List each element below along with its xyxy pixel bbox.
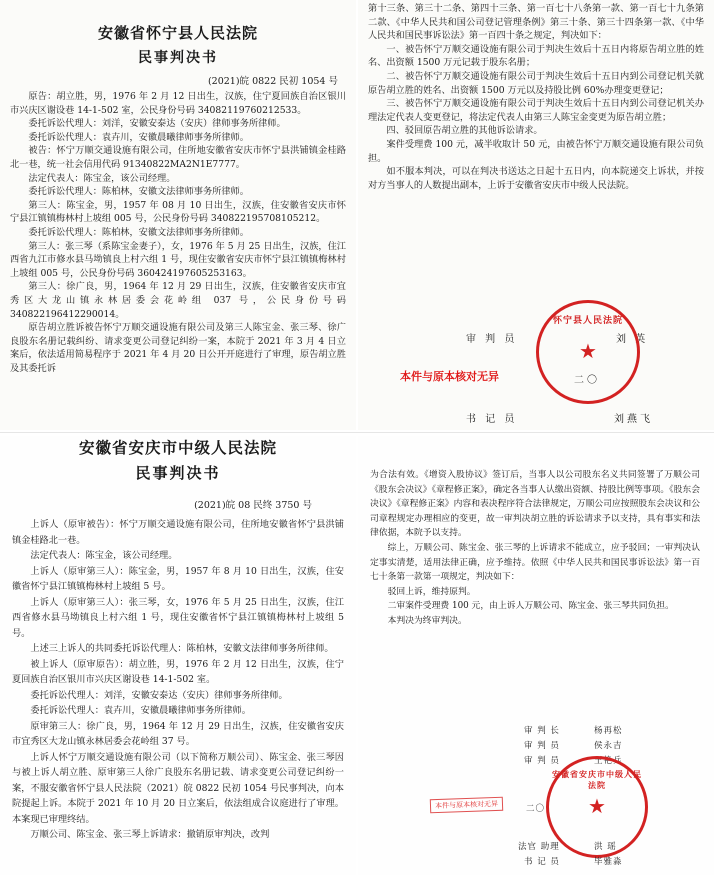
- paragraph: 上述三上诉人的共同委托诉讼代理人：陈柏林，安徽文法律师事务所律师。: [30, 643, 334, 654]
- paragraph: 上诉人（原审被告）：怀宁万顺交通设施有限公司，住所地安徽省怀宁县洪铺镇金桂路北一巷。: [12, 519, 344, 546]
- paragraph: 本判决为终审判决。: [387, 615, 467, 626]
- judge-name: 王艳兵: [594, 756, 623, 766]
- judgment-body: [0, 517, 356, 843]
- paragraph: 法定代表人：陈宝金，该公司经理。: [30, 550, 178, 561]
- court-name: 安徽省安庆市中级人民法院: [78, 438, 277, 457]
- judge-role: 审 判 员: [524, 741, 560, 751]
- paragraph: 四、驳回原告胡立胜的其他诉讼请求。: [386, 125, 543, 137]
- paragraph: 原告胡立胜诉被告怀宁万顺交通设施有限公司及第三人陈宝金、张三琴、徐广良股东名册记载纠纷、请求变更公司登记纠纷一案，本院于 2021 年 3 月 4 日立案后，依法适用简易程序于 2021 年 4 月 20 日公开开庭进行了审理，原告胡立胜及其委托诉: [10, 322, 346, 374]
- paragraph: 第三人：徐广良，男，1964 年 12 月 29 日出生，汉族，住安徽省安庆市宜秀区大龙山镇永林居委会花岭组 037 号，公民身份号码 340822196412290014。: [10, 281, 346, 320]
- seal-text: 怀宁县人民法院: [552, 316, 623, 326]
- court-seal: [536, 300, 640, 404]
- seal-text: 安徽省安庆市中级人民法院: [552, 769, 642, 790]
- paragraph: 上诉人（原审第三人）：张三琴，女，1976 年 5 月 25 日出生，汉族，住江西省修水县马坳镇良上村六组 1 号，现住安徽省怀宁县江镇镇梅林村上坡组 5 号。: [12, 596, 344, 639]
- judge-role: 审 判 员: [466, 334, 518, 345]
- star-icon: ★: [579, 339, 597, 363]
- judgment-body: [358, 0, 714, 192]
- judgment-page-4: [358, 436, 714, 875]
- paragraph: 委托诉讼代理人：袁卉川，安徽晨曦律师事务所律师。: [28, 131, 249, 143]
- court-name: 安徽省怀宁县人民法院: [97, 24, 258, 42]
- star-icon: ★: [588, 794, 606, 818]
- paragraph: 第三人：陈宝金，男，1957 年 08 月 10 日出生，汉族，住安徽省安庆市怀宁县江镇镇梅林村上坡组 005 号，公民身份号码 340822195708105212。: [10, 199, 346, 225]
- assistant-name: 洪 瑶: [594, 842, 617, 852]
- paragraph: 委托诉讼代理人：刘洋，安徽安泰达（安庆）律师事务所律师。: [30, 689, 288, 701]
- paragraph: 二审案件受理费 100 元，由上诉人万顺公司、陈宝金、张三琴共同负担。: [387, 601, 674, 612]
- page-divider: [0, 432, 714, 433]
- judgment-body: [358, 436, 714, 629]
- assistant-role: 法官 助理: [518, 842, 560, 852]
- case-number: (2021)皖 0822 民初 1054 号: [207, 76, 338, 87]
- verification-stamp: 本件与原本核对无异: [400, 370, 499, 383]
- paragraph: 万顺公司、陈宝金、张三琴上诉请求：撤销原审判决，改判: [30, 829, 270, 840]
- judgment-date: 二〇: [526, 804, 546, 814]
- presiding-judge-role: 审 判 长: [524, 726, 560, 736]
- case-number: (2021)皖 08 民终 3750 号: [194, 500, 312, 511]
- paragraph: 委托诉讼代理人：陈柏林，安徽文法律师事务所律师。: [28, 226, 249, 238]
- paragraph: 一、被告怀宁万顺交通设施有限公司于判决生效后十五日内将原告胡立胜的姓名、出资额 1500 万元记载于股东名册；: [368, 43, 704, 69]
- paragraph: 为合法有效。《增资入股协议》签订后，当事人以公司股东名义共同签署了万顺公司《股东会决议》《章程修正案》，确定各当事人认缴出资额、持股比例等事项。《股东会决议》《章程修正案》内容和表决程序符合法律规定，万顺公司应按照股东会决议和公司章程规定办理相应的变更，故一审判决胡立胜的诉讼请求予以支持，具有事实和法律依据，本院予以支持。: [370, 470, 700, 539]
- paragraph: 第十三条、第三十二条、第四十三条、第一百七十八条第一款、第一百七十九条第二款、《中华人民共和国公司登记管理条例》第三十条、第三十四条第一款、《中华人民共和国民事诉讼法》第一百四十条之规定，判决如下：: [368, 3, 704, 42]
- paragraph: 委托诉讼代理人：刘洋，安徽安泰达（安庆）律师事务所律师。: [28, 118, 286, 130]
- judgment-body: [0, 90, 356, 375]
- verification-stamp: 本件与原本核对无异: [430, 797, 503, 814]
- paragraph: 原审第三人：徐广良，男，1964 年 12 月 29 日出生，汉族，住安徽省安庆市宜秀区大龙山镇永林居委会花岭组 37 号。: [12, 720, 344, 747]
- paragraph: 上诉人怀宁万顺交通设施有限公司（以下简称万顺公司）、陈宝金、张三琴因与被上诉人胡立胜、原审第三人徐广良股东名册记载、请求变更公司登记纠纷一案，不服安徽省怀宁县人民法院（2021）皖 0822 民初 1054 号民事判决，向本院提起上诉。本院于 2021 年 10 月 20 日立案后，依法组成合议庭进行了审理。本案现已审理终结。: [12, 751, 344, 825]
- paragraph: 第三人：张三琴（系陈宝金妻子），女，1976 年 5 月 25 日出生，汉族，住江西省九江市修水县马坳镇良上村六组 1 号，现住安徽省安庆市怀宁县江镇镇梅林村上坡组 005 号，公民身份号码 360424197605253163。: [10, 240, 346, 279]
- paragraph: 法定代表人：陈宝金，该公司经理。: [28, 172, 176, 184]
- clerk-name: 刘燕飞: [614, 414, 653, 425]
- document-type: 民事判决书: [135, 464, 221, 482]
- judge-name: 刘 英: [616, 334, 649, 345]
- paragraph: 如不服本判决，可以在判决书送达之日起十五日内，向本院递交上诉状，并按对方当事人的人数提出副本，上诉于安徽省安庆市中级人民法院。: [368, 166, 704, 191]
- paragraph: 综上，万顺公司、陈宝金、张三琴的上诉请求不能成立，应予驳回；一审判决认定事实清楚，适用法律正确，应予维持。依照《中华人民共和国民事诉讼法》第一百七十条第一款第一项规定，判决如下：: [370, 542, 700, 583]
- paragraph: 被上诉人（原审原告）：胡立胜，男，1976 年 2 月 12 日出生，汉族，住宁夏回族自治区银川市兴庆区谢设巷 14-1-502 室。: [12, 658, 344, 685]
- paragraph: 被告：怀宁万顺交通设施有限公司，住所地安徽省安庆市怀宁县洪铺镇金桂路北一巷，统一社会信用代码 91340822MA2N1E7777。: [10, 145, 346, 170]
- judge-name: 侯永吉: [594, 741, 623, 751]
- document-type: 民事判决书: [138, 50, 218, 66]
- paragraph: 三、被告怀宁万顺交通设施有限公司于判决生效后十五日内到公司登记机关办理法定代表人变更登记，将法定代表人由第三人陈宝金变更为原告胡立胜；: [368, 98, 704, 123]
- presiding-judge-name: 杨再松: [594, 726, 623, 736]
- judgment-page-2: [358, 0, 714, 430]
- paragraph: 委托诉讼代理人：陈柏林，安徽文法律师事务所律师。: [28, 186, 249, 198]
- paragraph: 案件受理费 100 元，减半收取计 50 元，由被告怀宁万顺交通设施有限公司负担。: [368, 138, 704, 164]
- paragraph: 驳回上诉，维持原判。: [387, 586, 476, 597]
- judgment-date: 二〇: [574, 375, 600, 386]
- judgment-page-3: [0, 436, 356, 875]
- clerk-name: 毕雅淼: [594, 857, 623, 867]
- paragraph: 二、被告怀宁万顺交通设施有限公司于判决生效后十五日内到公司登记机关就原告胡立胜的姓名、出资额 1500 万元以及持股比例 60%办理变更登记；: [368, 70, 704, 96]
- judgment-page-1: [0, 0, 356, 430]
- judge-role: 审 判 员: [524, 756, 560, 766]
- clerk-role: 书 记 员: [466, 414, 518, 425]
- paragraph: 原告：胡立胜，男，1976 年 2 月 12 日出生，汉族，住宁夏回族自治区银川市兴庆区谢设巷 14-1-502 室，公民身份号码 34082119760212533。: [10, 91, 346, 116]
- paragraph: 委托诉讼代理人：袁卉川，安徽晨曦律师事务所律师。: [30, 705, 251, 716]
- clerk-role: 书 记 员: [524, 857, 560, 867]
- paragraph: 上诉人（原审第三人）：陈宝金，男，1957 年 8 月 10 日出生，汉族，住安徽省怀宁县江镇镇梅林村上坡组 5 号。: [12, 565, 344, 592]
